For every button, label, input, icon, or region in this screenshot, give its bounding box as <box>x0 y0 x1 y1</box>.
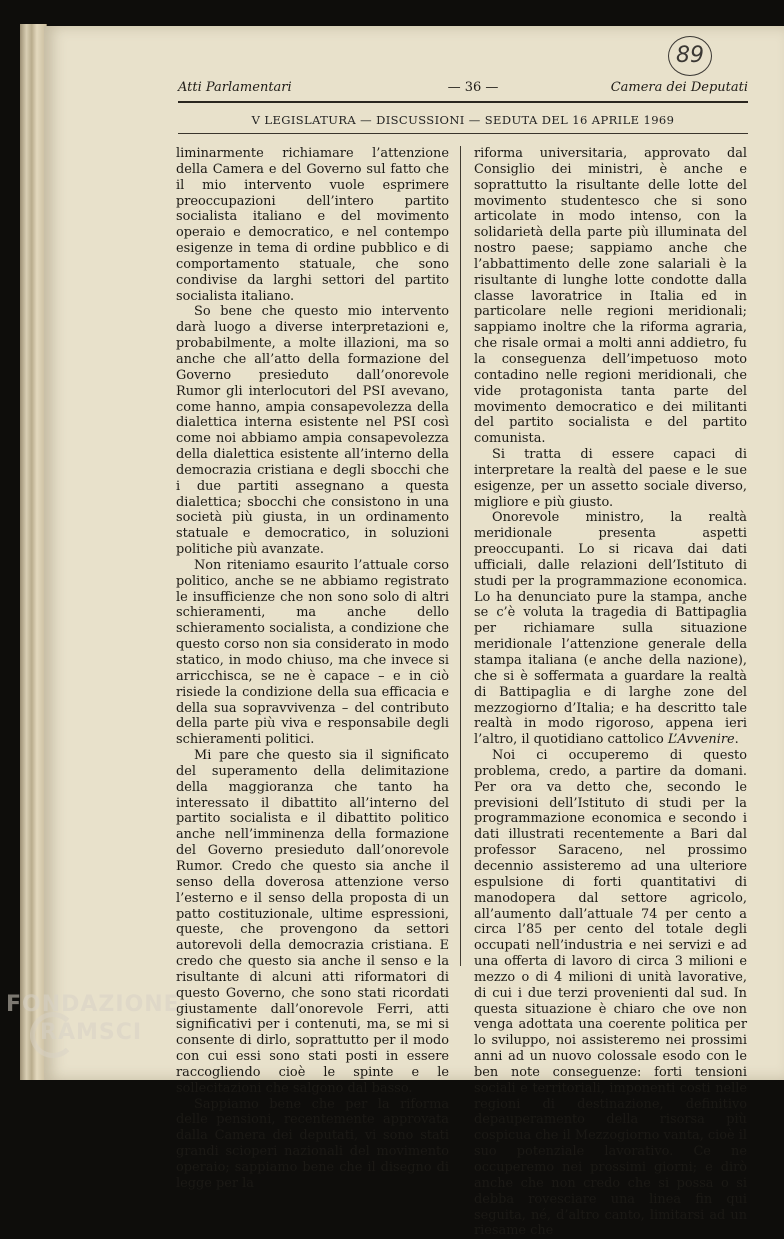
right-column <box>474 146 747 1239</box>
newspaper-name: L’Avvenire <box>667 732 735 748</box>
paragraph: So bene che questo mio intervento darà luogo a diverse interpretazioni e, probabilmente, a molte illazioni, ma so anche che all’atto della formazione del Governo presieduto dall’onorevole Rumor gli interlocutori del PSI avevano, come hanno, ampia consapevolezza della dialettica interna esistente nel PSI così come noi abbiamo ampia consapevolezza della dialettica esistente all’interno della democrazia cristiana e degli sbocchi che i due partiti assegnano a questa dialettica; sbocchi che consistono in una società più giusta, in un ordinamento statuale e democratico, in soluzioni politiche più avanzate. <box>176 304 449 558</box>
watermark-line1: FONDAZIONE <box>6 992 180 1017</box>
paragraph: Sappiamo bene che per la riforma delle pensioni, recentemente approvata dalla Camera dei deputati, vi sono stati grandi scioperi nazionali del movimento operaio; sappiamo bene che il disegno di legge per la <box>176 1096 449 1191</box>
paragraph: Non riteniamo esaurito l’attuale corso politico, anche se ne abbiamo registrato le insufficienze che non sono solo di altri schieramenti, ma anche dello schieramento socialista, a condizione che questo corso non sia considerato in modo statico, in modo chiuso, ma che invece si arricchisca, se ne è capace – e in ciò risiede la condizione della sua efficacia e della sua sopravvivenza – del contributo della parte più viva e responsabile degli schieramenti politici. <box>176 557 449 748</box>
paragraph: Si tratta di essere capaci di interpretare la realtà del paese e le sue esigenze, per un assetto sociale diverso, migliore e più giusto. <box>474 447 747 510</box>
header-left: Atti Parlamentari <box>178 80 292 95</box>
page-edge <box>20 24 47 1080</box>
left-column <box>176 146 449 1192</box>
session-subtitle: V LEGISLATURA — DISCUSSIONI — SEDUTA DEL 16 APRILE 1969 <box>251 113 675 127</box>
page-number-stamp: 89 <box>668 36 712 76</box>
column-divider <box>460 146 461 966</box>
header-page-number: — 36 — <box>447 80 499 95</box>
sentence-end: . <box>734 732 739 748</box>
paragraph-text: Onorevole ministro, la realtà meridionale presenta aspetti preoccupanti. Lo si ricava dai dati ufficiali, dalle relazioni dell’Istituto di studi per la programmazione economica. Lo ha denunciato pure la stampa, anche se c’è voluta la tragedia di Battipaglia per richiamare sulla situazione meridionale l’attenzione generale della stampa italiana (e anche della nazione), che si è soffermata a guardare la realtà di Battipaglia e di larghe zone del mezzogiorno d’Italia; e ha descritto tale realtà in modo rigoroso, appena ieri l’altro, il quotidiano cattolico <box>474 510 747 748</box>
subtitle-rule <box>178 133 748 134</box>
watermark-line2: RAMSCI <box>40 1020 143 1045</box>
page-header <box>178 80 748 100</box>
paragraph: Mi pare che questo sia il significato del superamento della delimitazione della maggioranza che tanto ha interessato il dibattito all’interno del partito socialista e il dibattito politico anche nell’imminenza della formazione del Governo presieduto dall’onorevole Rumor. Credo che questo sia anche il senso della doverosa attenzione verso l’esterno e il senso della proposta di un patto costituzionale, ultime espressioni, queste, che provengono da settori autorevoli della democrazia cristiana. E credo che questo sia anche il senso e la risultante di alcuni atti riformatori di questo Governo, che sono stati ricordati giustamente dall’onorevole Ferri, atti significativi per i contenuti, ma, se mi si consente di dirlo, soprattutto per il modo con cui essi sono stati posti in essere raccogliendo cioè le spinte e le sollecitazioni che salgono dal basso. <box>176 748 449 1096</box>
paragraph: liminarmente richiamare l’attenzione della Camera e del Governo sul fatto che il mio intervento vuole esprimere preoccupazioni dell’intero partito socialista italiano e del movimento operaio e democratico, e nel contempo esigenze in tema di ordine pubblico e di comportamento statuale, che sono condivise da larghi settori del partito socialista italiano. <box>176 146 449 304</box>
header-rule <box>178 101 748 103</box>
paragraph: riforma universitaria, approvato dal Consiglio dei ministri, è anche e soprattutto la risultante delle lotte del movimento studentesco che si sono articolate in modo intenso, con la solidarietà della parte più illuminata del nostro paese; sappiamo anche che l’abbattimento delle zone salariali è la risultante di lunghe lotte condotte dalla classe lavoratrice in Italia ed in particolare nelle regioni meridionali; sappiamo inoltre che la riforma agraria, che risale ormai a molti anni addietro, fu la conseguenza dell’impetuoso moto contadino nelle regioni meridionali, che vide protagonista tanta parte del movimento democratico e dei militanti del partito socialista e del partito comunista. <box>474 146 747 447</box>
header-right: Camera dei Deputati <box>610 80 748 95</box>
paragraph: Noi ci occuperemo di questo problema, credo, a partire da domani. Per ora va detto che, secondo le previsioni dell’Istituto di studi per la programmazione economica e secondo i dati illustrati recentemente a Bari dal professor Saraceno, nel prossimo decennio assisteremo ad una ulteriore espulsione di forti quantitativi di manodopera dal settore agricolo, all’aumento dall’attuale 74 per cento a circa l’85 per cento del totale degli occupati nell’industria e nei servizi e ad una offerta di lavoro di circa 3 milioni e mezzo o di 4 milioni di unità lavorative, di cui i due terzi provenienti dal sud. In questa situazione è chiaro che ove non venga adottata una coerente politica per lo sviluppo, noi assisteremo nei prossimi anni ad un nuovo colossale esodo con le ben note conseguenze: forti tensioni sociali e territoriali, imponenti costi nelle regioni di destinazione, definitivo depauperamento della risorsa più cospicua che il Mezzogiorno vanta, cioè il suo potenziale lavorativo. Ce ne occuperemo nei prossimi giorni; e dirò anche che non credo che si possa o si debba rovesciare una linea fin qui seguita, né, d’altro canto, limitarsi ad un riesame che <box>474 748 747 1239</box>
paragraph <box>474 510 747 748</box>
